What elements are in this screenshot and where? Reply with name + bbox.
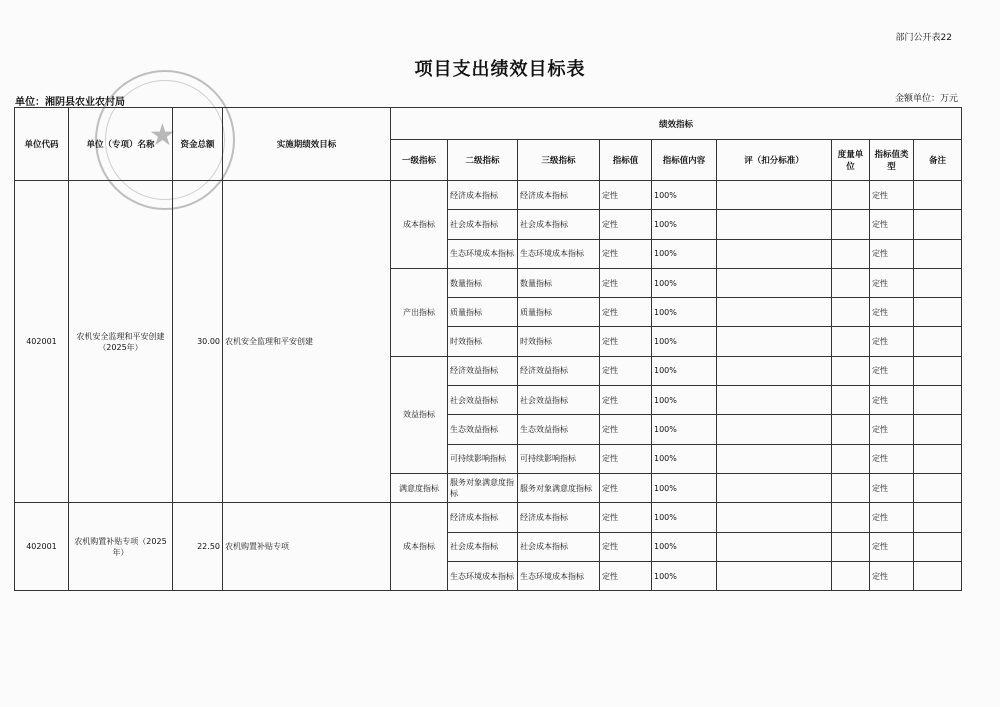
remark-cell (914, 327, 962, 356)
score-cell (717, 210, 832, 239)
measure-unit-cell (832, 561, 870, 590)
level2-cell: 可持续影响指标 (448, 444, 518, 473)
unit-code-cell: 402001 (15, 181, 69, 503)
project-name-cell: 农机安全监理和平安创建（2025年） (69, 181, 173, 503)
level3-cell: 质量指标 (518, 298, 600, 327)
header-goal: 实施期绩效目标 (223, 108, 391, 181)
remark-cell (914, 268, 962, 297)
value-type-cell: 定性 (870, 327, 914, 356)
header-unit-code: 单位代码 (15, 108, 69, 181)
value-cell: 定性 (600, 327, 652, 356)
level3-cell: 服务对象满意度指标 (518, 473, 600, 502)
content-cell: 100% (652, 181, 717, 210)
amount-unit: 金额单位：万元 (894, 94, 958, 104)
level3-cell: 生态效益指标 (518, 415, 600, 444)
content-cell: 100% (652, 532, 717, 561)
content-cell: 100% (652, 444, 717, 473)
score-cell (717, 386, 832, 415)
level2-cell: 经济效益指标 (448, 356, 518, 385)
value-type-cell: 定性 (870, 473, 914, 502)
performance-table (14, 107, 962, 591)
score-cell (717, 356, 832, 385)
level2-cell: 服务对象满意度指标 (448, 473, 518, 502)
value-cell: 定性 (600, 356, 652, 385)
level1-cell: 产出指标 (391, 268, 448, 356)
level2-cell: 社会效益指标 (448, 386, 518, 415)
value-type-cell: 定性 (870, 356, 914, 385)
measure-unit-cell (832, 473, 870, 502)
value-cell: 定性 (600, 386, 652, 415)
score-cell (717, 532, 832, 561)
header-level1: 一级指标 (391, 140, 448, 181)
level3-cell: 生态环境成本指标 (518, 561, 600, 590)
value-type-cell: 定性 (870, 532, 914, 561)
fund-amount-cell: 30.00 (173, 181, 223, 503)
level3-cell: 社会成本指标 (518, 532, 600, 561)
score-cell (717, 415, 832, 444)
header-value: 指标值 (600, 140, 652, 181)
header-remark: 备注 (914, 140, 962, 181)
measure-unit-cell (832, 444, 870, 473)
score-cell (717, 181, 832, 210)
content-cell: 100% (652, 356, 717, 385)
value-type-cell: 定性 (870, 561, 914, 590)
level2-cell: 社会成本指标 (448, 210, 518, 239)
table-row (15, 503, 962, 532)
measure-unit-cell (832, 415, 870, 444)
seal-star-icon: ★ (149, 118, 176, 153)
unit-label: 单位：湘阴县农业农村局 (15, 97, 125, 108)
content-cell: 100% (652, 298, 717, 327)
value-cell: 定性 (600, 561, 652, 590)
level3-cell: 数量指标 (518, 268, 600, 297)
page-title: 项目支出绩效目标表 (414, 59, 586, 80)
measure-unit-cell (832, 356, 870, 385)
header-level2: 二级指标 (448, 140, 518, 181)
value-cell: 定性 (600, 239, 652, 268)
value-type-cell: 定性 (870, 181, 914, 210)
content-cell: 100% (652, 415, 717, 444)
value-cell: 定性 (600, 503, 652, 532)
content-cell: 100% (652, 386, 717, 415)
table-row (15, 181, 962, 210)
level1-cell: 成本指标 (391, 503, 448, 591)
value-cell: 定性 (600, 210, 652, 239)
measure-unit-cell (832, 503, 870, 532)
remark-cell (914, 210, 962, 239)
content-cell: 100% (652, 210, 717, 239)
value-cell: 定性 (600, 444, 652, 473)
remark-cell (914, 473, 962, 502)
header-measure-unit: 度量单位 (832, 140, 870, 181)
score-cell (717, 239, 832, 268)
remark-cell (914, 181, 962, 210)
level2-cell: 生态效益指标 (448, 415, 518, 444)
level2-cell: 生态环境成本指标 (448, 239, 518, 268)
measure-unit-cell (832, 327, 870, 356)
measure-unit-cell (832, 386, 870, 415)
project-name-cell: 农机购置补贴专项（2025年） (69, 503, 173, 591)
remark-cell (914, 444, 962, 473)
level3-cell: 经济成本指标 (518, 503, 600, 532)
value-type-cell: 定性 (870, 210, 914, 239)
level2-cell: 社会成本指标 (448, 532, 518, 561)
level3-cell: 经济成本指标 (518, 181, 600, 210)
header-level3: 三级指标 (518, 140, 600, 181)
score-cell (717, 327, 832, 356)
content-cell: 100% (652, 239, 717, 268)
level3-cell: 生态环境成本指标 (518, 239, 600, 268)
value-cell: 定性 (600, 268, 652, 297)
value-type-cell: 定性 (870, 444, 914, 473)
content-cell: 100% (652, 503, 717, 532)
page-number: 部门公开表22 (895, 33, 952, 43)
level2-cell: 生态环境成本指标 (448, 561, 518, 590)
header-project-name: 单位（专项）名称 (69, 108, 173, 181)
header-value-type: 指标值类型 (870, 140, 914, 181)
score-cell (717, 444, 832, 473)
value-type-cell: 定性 (870, 415, 914, 444)
header-content: 指标值内容 (652, 140, 717, 181)
content-cell: 100% (652, 473, 717, 502)
score-cell (717, 268, 832, 297)
level1-cell: 成本指标 (391, 181, 448, 269)
measure-unit-cell (832, 532, 870, 561)
content-cell: 100% (652, 561, 717, 590)
header-perf-indicators: 绩效指标 (391, 108, 962, 140)
remark-cell (914, 532, 962, 561)
remark-cell (914, 561, 962, 590)
remark-cell (914, 415, 962, 444)
value-type-cell: 定性 (870, 503, 914, 532)
level3-cell: 社会成本指标 (518, 210, 600, 239)
value-type-cell: 定性 (870, 298, 914, 327)
measure-unit-cell (832, 239, 870, 268)
value-cell: 定性 (600, 415, 652, 444)
remark-cell (914, 503, 962, 532)
header-score: 评（扣分标准） (717, 140, 832, 181)
remark-cell (914, 356, 962, 385)
measure-unit-cell (832, 210, 870, 239)
score-cell (717, 473, 832, 502)
level3-cell: 社会效益指标 (518, 386, 600, 415)
fund-amount-cell: 22.50 (173, 503, 223, 591)
value-cell: 定性 (600, 532, 652, 561)
measure-unit-cell (832, 298, 870, 327)
level3-cell: 经济效益指标 (518, 356, 600, 385)
level2-cell: 数量指标 (448, 268, 518, 297)
content-cell: 100% (652, 268, 717, 297)
value-type-cell: 定性 (870, 386, 914, 415)
header-fund-total: 资金总额 (173, 108, 223, 181)
level2-cell: 经济成本指标 (448, 181, 518, 210)
remark-cell (914, 239, 962, 268)
level3-cell: 可持续影响指标 (518, 444, 600, 473)
unit-code-cell: 402001 (15, 503, 69, 591)
goal-cell: 农机安全监理和平安创建 (223, 181, 391, 503)
level1-cell: 满意度指标 (391, 473, 448, 502)
score-cell (717, 561, 832, 590)
remark-cell (914, 386, 962, 415)
measure-unit-cell (832, 181, 870, 210)
level2-cell: 经济成本指标 (448, 503, 518, 532)
score-cell (717, 298, 832, 327)
value-type-cell: 定性 (870, 239, 914, 268)
content-cell: 100% (652, 327, 717, 356)
level1-cell: 效益指标 (391, 356, 448, 473)
value-cell: 定性 (600, 181, 652, 210)
measure-unit-cell (832, 268, 870, 297)
score-cell (717, 503, 832, 532)
remark-cell (914, 298, 962, 327)
value-type-cell: 定性 (870, 268, 914, 297)
level2-cell: 质量指标 (448, 298, 518, 327)
goal-cell: 农机购置补贴专项 (223, 503, 391, 591)
level3-cell: 时效指标 (518, 327, 600, 356)
value-cell: 定性 (600, 298, 652, 327)
value-cell: 定性 (600, 473, 652, 502)
level2-cell: 时效指标 (448, 327, 518, 356)
